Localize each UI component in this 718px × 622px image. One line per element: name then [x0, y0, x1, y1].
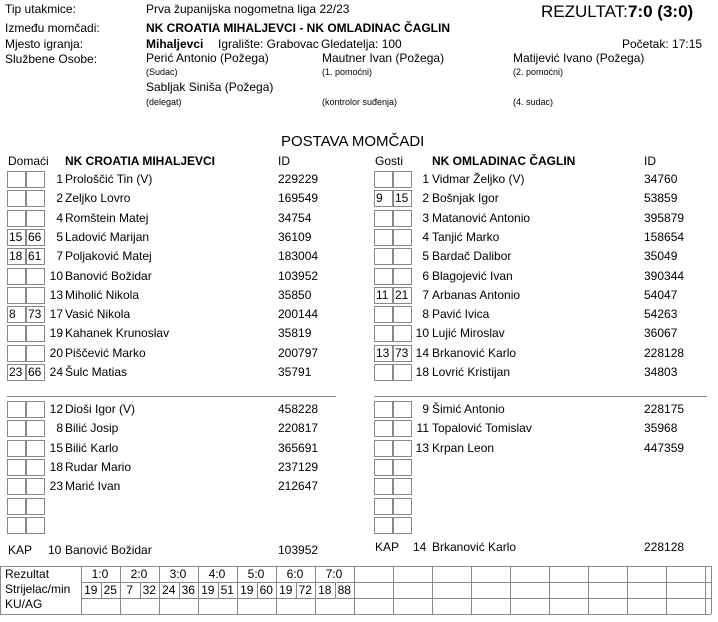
home-captain-number: 10: [48, 543, 62, 557]
booking-minute-cell: 73: [26, 306, 45, 323]
delegate-role: (delegat): [146, 97, 182, 107]
booking-minute-cell: 23: [7, 364, 26, 381]
home-side-label: Domaći: [8, 154, 49, 168]
teams-label: Između momčadi:: [5, 21, 100, 35]
booking-minute-cell: [374, 306, 393, 323]
grid-line: [432, 566, 433, 614]
player-name: Bardač Dalibor: [432, 249, 512, 264]
assistant1-name: Mautner Ivan (Požega): [322, 51, 445, 65]
referee-name: Perić Antonio (Požega): [146, 51, 269, 65]
away-team-name: NK OMLADINAC ČAGLIN: [432, 154, 576, 168]
player-name: Blagojević Ivan: [432, 268, 513, 283]
player-number: 1: [422, 172, 429, 186]
booking-minute-cell: [374, 420, 393, 437]
booking-minute-cell: [7, 478, 26, 495]
player-name: Topalović Tomislav: [432, 421, 532, 436]
player-name: Matanović Antonio: [432, 210, 531, 225]
player-number: 18: [49, 459, 63, 474]
player-id: 34803: [644, 365, 678, 379]
booking-minute-cell: 13: [374, 345, 393, 362]
booking-minute-cell: 11: [374, 287, 393, 304]
booking-minute-cell: [26, 498, 45, 515]
player-id: 54047: [644, 287, 678, 302]
grid-line: [393, 566, 394, 614]
player-number: 1: [56, 172, 63, 186]
player-id: 365691: [278, 440, 319, 455]
score-cell: 3:0: [169, 567, 187, 581]
player-id: 458228: [278, 402, 319, 416]
booking-minute-cell: [374, 325, 393, 342]
player-number: 20: [49, 345, 63, 360]
booking-minute-cell: [7, 345, 26, 362]
score-cell: 2:0: [130, 567, 148, 581]
player-number: 13: [49, 287, 63, 302]
player-number: 8: [56, 421, 63, 436]
player-id: 35049: [644, 249, 678, 264]
player-number: 4: [422, 229, 429, 244]
booking-minute-cell: [7, 268, 26, 285]
player-number: 18: [415, 365, 429, 379]
player-name: Arbanas Antonio: [432, 287, 521, 302]
booking-minute-cell: 9: [374, 190, 393, 207]
player-number: 6: [422, 268, 429, 283]
player-id: 34760: [644, 172, 678, 186]
booking-minute-cell: 21: [393, 287, 412, 304]
player-id: 212647: [278, 479, 319, 494]
player-number: 17: [49, 307, 63, 322]
player-name: Šimić Antonio: [432, 402, 505, 416]
player-name: Vidmar Željko (V): [432, 172, 525, 186]
booking-minute-cell: 18: [7, 248, 26, 265]
booking-minute-cell: [7, 287, 26, 304]
player-name: Romštein Matej: [65, 210, 149, 225]
home-captain-label: KAP: [8, 543, 33, 557]
player-id: 447359: [644, 440, 685, 455]
booking-minute-cell: [393, 517, 412, 534]
result-label: REZULTAT:: [541, 2, 628, 21]
away-captain-name: Brkanović Karlo: [432, 540, 517, 554]
player-number: 7: [422, 287, 429, 302]
controller-role: (kontrolor suđenja): [322, 97, 398, 107]
booking-minute-cell: [374, 440, 393, 457]
booking-minute-cell: 66: [26, 229, 45, 246]
assistant2-name: Matijević Ivano (Požega): [513, 51, 645, 65]
player-id: 228175: [644, 402, 685, 416]
player-number: 11: [416, 421, 429, 436]
booking-minute-cell: [7, 498, 26, 515]
booking-minute-cell: [374, 364, 393, 381]
player-name: Zeljko Lovro: [65, 191, 131, 206]
referee-role: (Sudac): [146, 67, 178, 77]
player-number: 13: [415, 440, 429, 455]
player-id: 103952: [278, 268, 319, 283]
grid-line: [549, 566, 550, 614]
player-name: Pavić Ivica: [432, 307, 490, 322]
player-id: 237129: [278, 459, 319, 474]
score-cell: 6:0: [286, 567, 304, 581]
lineup-title: POSTAVA MOMČADI: [281, 133, 425, 150]
officials-label: Službene Osobe:: [5, 52, 98, 66]
booking-minute-cell: [374, 248, 393, 265]
away-captain-label: KAP: [375, 540, 400, 554]
booking-minute-cell: [7, 325, 26, 342]
booking-minute-cell: [7, 171, 26, 188]
away-id-header: ID: [644, 154, 656, 168]
player-name: Brkanović Karlo: [432, 345, 517, 360]
score-cell: 1:0: [91, 567, 109, 581]
player-id: 35850: [278, 287, 312, 302]
grid-line: [354, 566, 355, 614]
player-number: 2: [422, 191, 429, 206]
booking-minute-cell: [374, 478, 393, 495]
booking-minute-cell: [7, 440, 26, 457]
player-id: 35791: [278, 365, 312, 379]
booking-minute-cell: [374, 459, 393, 476]
booking-minute-cell: [374, 401, 393, 418]
pitch: Igralište: Grabovac: [218, 37, 319, 51]
booking-minute-cell: 15: [393, 190, 412, 207]
player-name: Bilić Josip: [65, 421, 119, 436]
player-number: 12: [49, 402, 63, 416]
player-name: Banović Božidar: [65, 268, 152, 283]
player-id: 35819: [278, 326, 312, 341]
booking-minute-cell: [7, 190, 26, 207]
home-team-name: NK CROATIA MIHALJEVCI: [65, 154, 215, 168]
away-side-label: Gosti: [375, 154, 404, 168]
grid-line: [471, 566, 472, 614]
player-number: 15: [49, 440, 63, 455]
booking-minute-cell: [7, 401, 26, 418]
kuag-row-label: KU/AG: [5, 597, 43, 611]
player-number: 3: [422, 210, 429, 225]
booking-minute-cell: [374, 517, 393, 534]
player-id: 183004: [278, 249, 319, 264]
booking-minute-cell: [374, 229, 393, 246]
delegate-name: Sabljak Siniša (Požega): [146, 80, 274, 94]
home-captain-name: Banović Božidar: [65, 543, 152, 557]
booking-minute-cell: [26, 517, 45, 534]
player-id: 390344: [644, 268, 685, 283]
home-divider: [7, 396, 336, 397]
player-name: Prološčić Tin (V): [65, 172, 153, 186]
player-number: 14: [415, 345, 429, 360]
player-id: 200144: [278, 307, 319, 322]
scorer-minute: 51: [220, 583, 234, 597]
player-id: 228128: [644, 345, 685, 360]
scorer-minute: 32: [142, 583, 156, 597]
grid-line: [666, 566, 667, 614]
grid-line: [0, 566, 1, 614]
scorer-number: 24: [162, 583, 176, 597]
player-id: 229229: [278, 172, 319, 186]
match-type-label: Tip utakmice:: [5, 2, 76, 16]
player-name: Lujić Miroslav: [432, 326, 505, 341]
player-number: 5: [56, 229, 63, 244]
match-teams: NK CROATIA MIHALJEVCI - NK OMLADINAC ČAGLIN: [146, 21, 450, 35]
grid-line: [588, 566, 589, 614]
kickoff: Početak: 17:15: [622, 37, 703, 51]
booking-minute-cell: 8: [7, 306, 26, 323]
player-number: 7: [56, 249, 63, 264]
score-cell: 5:0: [247, 567, 265, 581]
scorer-minute: 36: [181, 583, 195, 597]
player-number: 10: [49, 268, 63, 283]
player-name: Marić Ivan: [65, 479, 121, 494]
player-id: 220817: [278, 421, 319, 436]
player-id: 200797: [278, 345, 319, 360]
player-name: Bilić Karlo: [65, 440, 119, 455]
booking-minute-cell: 61: [26, 248, 45, 265]
scorer-number: 19: [279, 583, 293, 597]
player-number: 9: [422, 402, 429, 416]
scorer-row-label: Strijelac/min: [5, 582, 71, 596]
player-id: 54263: [644, 307, 678, 322]
grid-line: [705, 566, 706, 614]
scorer-number: 19: [240, 583, 254, 597]
booking-minute-cell: [374, 498, 393, 515]
player-number: 8: [422, 307, 429, 322]
player-id: 34754: [278, 210, 312, 225]
booking-minute-cell: [393, 478, 412, 495]
away-captain-id: 228128: [644, 540, 685, 554]
scorer-minute: 25: [103, 583, 117, 597]
player-name: Ladović Marijan: [65, 229, 150, 244]
scorer-minute: 72: [298, 583, 312, 597]
grid-line: [0, 614, 711, 615]
scorer-number: 18: [318, 583, 332, 597]
player-id: 36109: [278, 229, 312, 244]
player-number: 23: [49, 479, 63, 494]
booking-minute-cell: 66: [26, 364, 45, 381]
player-name: Piščević Marko: [65, 345, 146, 360]
player-name: Tanjić Marko: [432, 229, 500, 244]
away-captain-number: 14: [413, 540, 427, 554]
grid-line: [81, 598, 711, 599]
player-id: 53859: [644, 191, 678, 206]
player-number: 5: [422, 249, 429, 264]
player-number: 10: [415, 326, 429, 341]
player-name: Poljaković Matej: [65, 249, 152, 264]
scorer-number: 19: [84, 583, 98, 597]
player-name: Miholić Nikola: [65, 287, 140, 302]
player-name: Lovrić Kristijan: [432, 365, 511, 379]
player-name: Rudar Mario: [65, 459, 132, 474]
player-name: Dioši Igor (V): [65, 402, 136, 416]
booking-minute-cell: [374, 210, 393, 227]
booking-minute-cell: [374, 268, 393, 285]
player-id: 169549: [278, 191, 319, 206]
scorer-minute: 88: [337, 583, 351, 597]
player-name: Krpan Leon: [432, 440, 495, 455]
assistant1-role: (1. pomoćni): [322, 67, 373, 77]
fourth-official-role: (4. sudac): [513, 97, 554, 107]
booking-minute-cell: [7, 459, 26, 476]
booking-minute-cell: [393, 498, 412, 515]
booking-minute-cell: 15: [7, 229, 26, 246]
player-name: Kahanek Krunoslav: [65, 326, 170, 341]
player-number: 4: [56, 210, 63, 225]
booking-minute-cell: 73: [393, 345, 412, 362]
booking-minute-cell: [393, 459, 412, 476]
player-number: 24: [49, 365, 63, 379]
away-divider: [374, 396, 707, 397]
player-id: 395879: [644, 210, 685, 225]
scorer-minute: 60: [259, 583, 273, 597]
player-id: 36067: [644, 326, 678, 341]
venue-label: Mjesto igranja:: [5, 37, 84, 51]
venue-value: Mihaljevci: [146, 37, 204, 51]
scorer-number: 7: [126, 583, 134, 597]
booking-minute-cell: [7, 210, 26, 227]
result-row-label: Rezultat: [5, 567, 50, 581]
home-id-header: ID: [278, 154, 290, 168]
score-cell: 7:0: [325, 567, 343, 581]
player-name: Šulc Matias: [65, 365, 128, 379]
grid-line: [510, 566, 511, 614]
player-number: 19: [49, 326, 63, 341]
scorer-number: 19: [201, 583, 215, 597]
home-captain-id: 103952: [278, 543, 319, 557]
grid-line: [627, 566, 628, 614]
booking-minute-cell: [7, 420, 26, 437]
score-cell: 4:0: [208, 567, 226, 581]
result-value: 7:0 (3:0): [628, 2, 694, 21]
player-name: Bošnjak Igor: [432, 191, 499, 206]
spectators: Gledatelja: 100: [321, 37, 402, 51]
match-type-value: Prva županijska nogometna liga 22/23: [146, 2, 350, 16]
assistant2-role: (2. pomoćni): [513, 67, 564, 77]
grid-line: [711, 566, 712, 614]
booking-minute-cell: [7, 517, 26, 534]
player-name: Vasić Nikola: [65, 307, 131, 322]
player-number: 2: [56, 191, 63, 206]
player-id: 35968: [644, 421, 678, 436]
booking-minute-cell: [374, 171, 393, 188]
player-id: 158654: [644, 229, 685, 244]
